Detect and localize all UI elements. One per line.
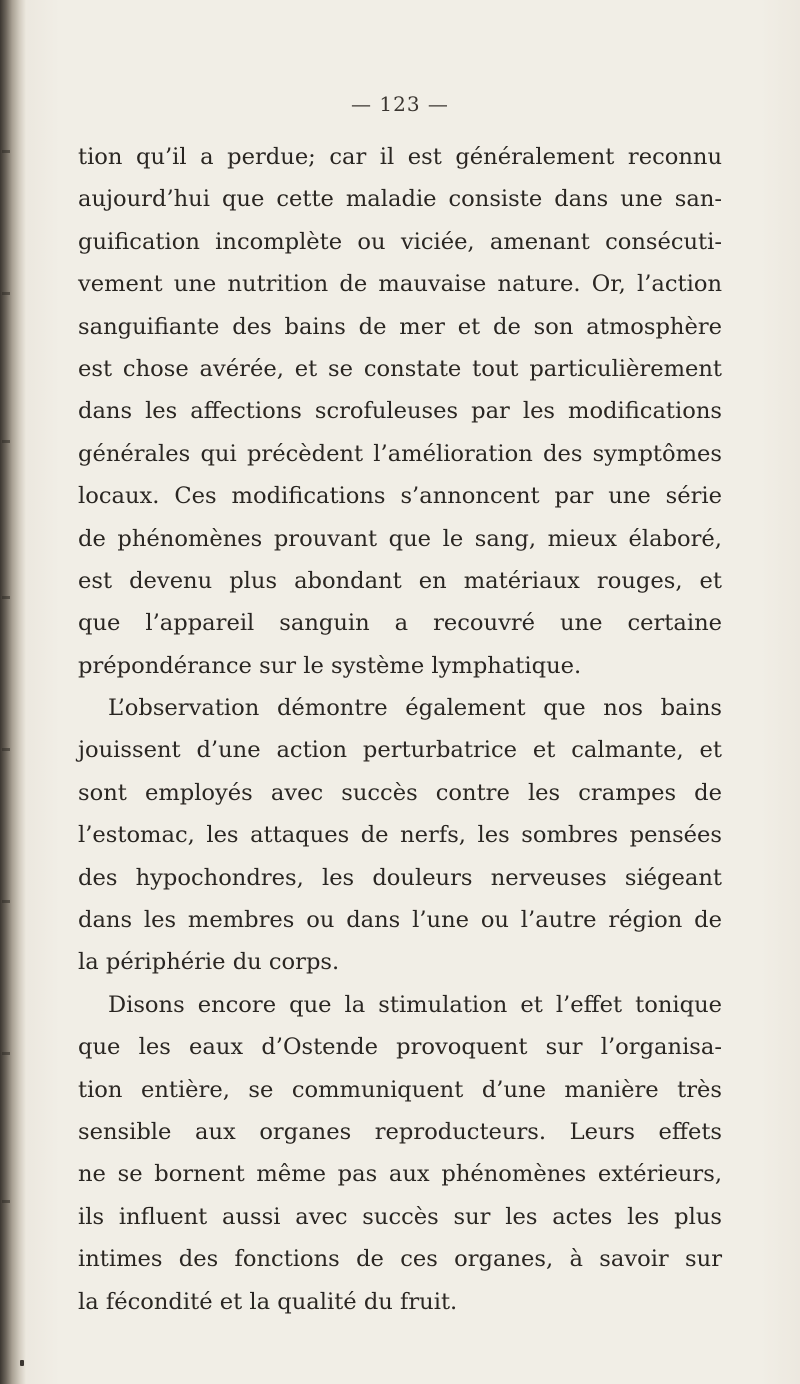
gutter-mark — [2, 1052, 10, 1055]
text-line: des hypochondres, les douleurs nerveuses siégeant — [78, 864, 722, 891]
text-line: générales qui précèdent l’amélioration des symptômes — [78, 440, 722, 467]
page-gutter-shadow — [0, 0, 26, 1384]
page-number: — 123 — — [351, 92, 449, 116]
text-line: de phénomènes prouvant que le sang, mieux élaboré, — [78, 525, 722, 552]
text-line: dans les membres ou dans l’une ou l’autre région de — [78, 907, 722, 934]
gutter-mark — [2, 596, 10, 599]
gutter-mark — [2, 440, 10, 443]
gutter-mark — [2, 150, 10, 153]
text-line: aujourd’hui que cette maladie consiste dans une san- — [78, 186, 722, 213]
gutter-mark — [2, 1200, 10, 1203]
text-line: sensible aux organes reproducteurs. Leurs effets — [78, 1118, 722, 1145]
text-line: sont employés avec succès contre les crampes de — [78, 779, 722, 806]
text-line: prépondérance sur le système lymphatique. — [78, 652, 582, 679]
text-line: dans les affections scrofuleuses par les modifications — [78, 398, 722, 425]
text-line: la fécondité et la qualité du fruit. — [78, 1288, 458, 1315]
text-line: tion qu’il a perdue; car il est généralement reconnu — [78, 144, 722, 170]
gutter-mark — [2, 292, 10, 295]
paragraph-start-line: L’observation démontre également que nos bains — [108, 695, 722, 722]
gutter-mark — [2, 900, 10, 903]
text-line: guification incomplète ou viciée, amenant consécuti- — [78, 228, 722, 255]
ink-speck — [20, 1360, 24, 1366]
text-line: est chose avérée, et se constate tout particulièrement — [78, 355, 722, 382]
text-line: est devenu plus abondant en matériaux rouges, et — [78, 567, 722, 594]
text-line: l’estomac, les attaques de nerfs, les sombres pensées — [78, 822, 722, 849]
text-line: ils influent aussi avec succès sur les actes les plus — [78, 1203, 722, 1230]
body-text — [78, 136, 722, 1323]
text-line: tion entière, se communiquent d’une manière très — [78, 1076, 722, 1103]
text-line: locaux. Ces modifications s’annoncent par une série — [78, 483, 722, 510]
text-line: vement une nutrition de mauvaise nature. Or, l’action — [78, 271, 722, 298]
text-line: que l’appareil sanguin a recouvré une certaine — [78, 610, 722, 637]
gutter-mark — [2, 748, 10, 751]
text-line: jouissent d’une action perturbatrice et calmante, et — [78, 737, 722, 764]
text-line: la périphérie du corps. — [78, 949, 340, 976]
text-line: intimes des fonctions de ces organes, à savoir sur — [78, 1246, 722, 1273]
paragraph-start-line: Disons encore que la stimulation et l’effet tonique — [108, 991, 722, 1018]
text-line: sanguifiante des bains de mer et de son atmosphère — [78, 313, 722, 340]
text-line: ne se bornent même pas aux phénomènes extérieurs, — [78, 1161, 722, 1188]
text-line: que les eaux d’Ostende provoquent sur l’organisa- — [78, 1034, 722, 1061]
